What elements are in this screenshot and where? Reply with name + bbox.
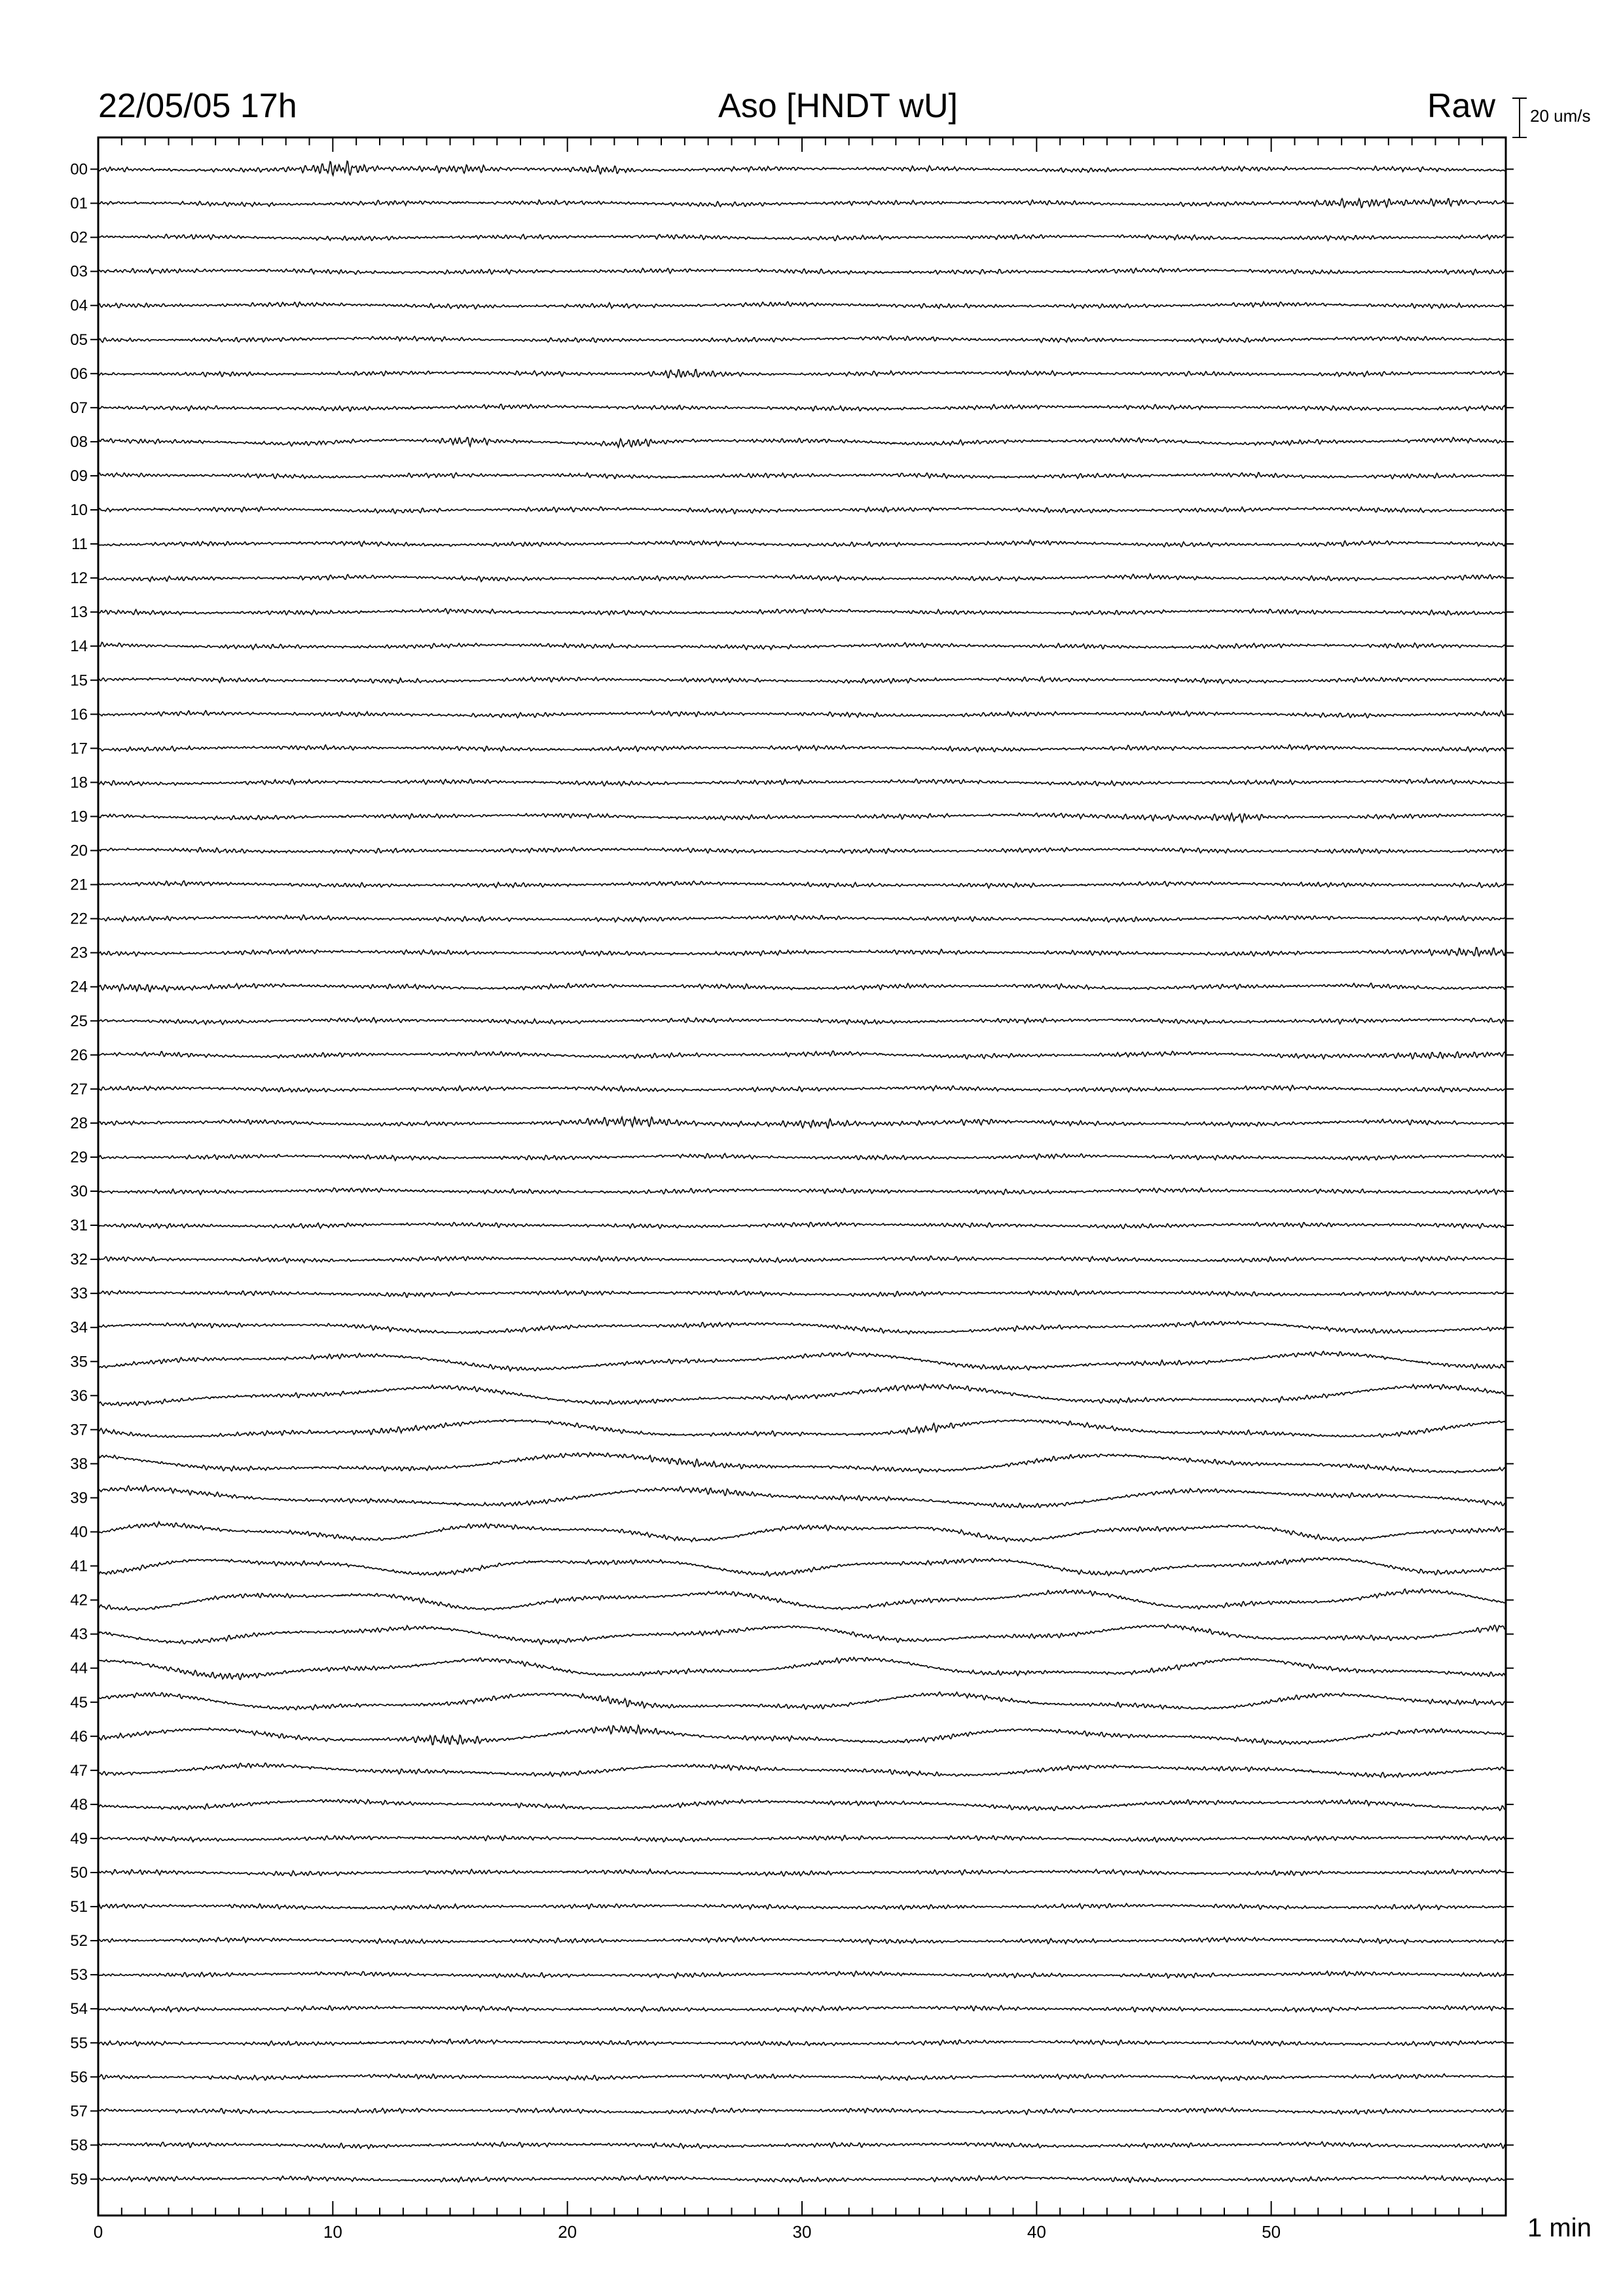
row-label-26: 26 [70,1046,88,1064]
row-label-15: 15 [70,672,88,690]
row-label-group [70,161,88,2189]
trace-49 [98,1835,1506,1842]
trace-00 [98,161,1506,175]
row-label-25: 25 [70,1012,88,1030]
trace-07 [98,404,1506,412]
row-label-32: 32 [70,1251,88,1269]
trace-33 [98,1290,1506,1297]
trace-03 [98,268,1506,275]
trace-41 [98,1558,1506,1576]
trace-12 [98,574,1506,582]
trace-group [98,161,1506,2183]
x-axis-unit-label: 1 min [1527,2214,1592,2242]
trace-02 [98,234,1506,241]
trace-34 [98,1321,1506,1335]
row-label-09: 09 [70,467,88,485]
row-label-56: 56 [70,2068,88,2087]
x-axis [94,137,1506,2242]
trace-16 [98,711,1506,718]
trace-32 [98,1256,1506,1263]
row-label-49: 49 [70,1829,88,1848]
trace-46 [98,1725,1506,1745]
row-label-08: 08 [70,433,88,451]
x-tick-label-10: 10 [323,2222,342,2242]
row-label-38: 38 [70,1455,88,1473]
row-label-30: 30 [70,1183,88,1200]
trace-36 [98,1384,1506,1406]
row-label-29: 29 [70,1148,88,1166]
row-label-55: 55 [70,2034,88,2053]
trace-19 [98,813,1506,822]
row-label-36: 36 [70,1387,88,1405]
trace-09 [98,473,1506,479]
mode-label: Raw [1427,87,1496,125]
trace-40 [98,1522,1506,1541]
x-tick-label-50: 50 [1262,2222,1281,2242]
trace-26 [98,1051,1506,1059]
trace-42 [98,1589,1506,1611]
trace-15 [98,677,1506,684]
row-label-23: 23 [70,944,88,962]
row-label-22: 22 [70,910,88,928]
x-tick-label-20: 20 [558,2222,577,2242]
trace-30 [98,1188,1506,1194]
trace-11 [98,540,1506,547]
trace-53 [98,1971,1506,1979]
trace-51 [98,1903,1506,1910]
trace-58 [98,2142,1506,2149]
row-label-01: 01 [70,194,88,213]
trace-17 [98,745,1506,752]
row-label-18: 18 [70,774,88,792]
row-label-00: 00 [70,160,88,179]
row-label-57: 57 [70,2102,88,2121]
row-label-21: 21 [70,876,88,894]
row-label-20: 20 [70,842,88,860]
row-label-24: 24 [70,978,88,996]
row-label-02: 02 [70,228,88,247]
row-label-39: 39 [70,1489,88,1507]
row-label-35: 35 [70,1353,88,1371]
row-label-14: 14 [70,637,88,656]
station-title: Aso [HNDT wU] [718,87,958,125]
row-label-12: 12 [70,569,88,588]
trace-06 [98,370,1506,378]
trace-50 [98,1869,1506,1876]
trace-21 [98,881,1506,888]
trace-28 [98,1117,1506,1128]
trace-04 [98,302,1506,309]
trace-01 [98,199,1506,208]
trace-37 [98,1420,1506,1437]
trace-10 [98,507,1506,514]
row-label-13: 13 [70,603,88,622]
row-label-04: 04 [70,296,88,315]
trace-29 [98,1153,1506,1160]
row-label-06: 06 [70,365,88,383]
trace-57 [98,2108,1506,2115]
row-label-54: 54 [70,2000,88,2018]
row-label-43: 43 [70,1625,88,1643]
row-label-27: 27 [70,1080,88,1098]
row-label-50: 50 [70,1864,88,1882]
x-tick-label-0: 0 [93,2222,103,2242]
row-label-47: 47 [70,1761,88,1780]
row-label-07: 07 [70,399,88,417]
trace-45 [98,1692,1506,1710]
row-label-31: 31 [70,1217,88,1235]
x-tick-label-40: 40 [1027,2222,1046,2242]
row-label-52: 52 [70,1932,88,1950]
trace-08 [98,437,1506,447]
trace-05 [98,336,1506,342]
trace-52 [98,1937,1506,1944]
scale-label: 20 um/s [1530,106,1591,126]
row-label-37: 37 [70,1421,88,1439]
row-label-53: 53 [70,1966,88,1984]
row-label-11: 11 [71,535,88,554]
row-label-10: 10 [70,501,88,519]
trace-13 [98,609,1506,615]
trace-24 [98,983,1506,992]
trace-54 [98,2005,1506,2012]
row-label-48: 48 [70,1795,88,1814]
row-label-59: 59 [70,2170,88,2189]
trace-22 [98,915,1506,922]
trace-55 [98,2039,1506,2046]
row-label-34: 34 [70,1319,88,1337]
trace-59 [98,2176,1506,2183]
scale-bar [1512,98,1527,137]
trace-44 [98,1657,1506,1679]
row-label-17: 17 [70,740,88,758]
date-hour-label: 22/05/05 17h [98,87,297,125]
trace-25 [98,1018,1506,1025]
row-label-42: 42 [70,1591,88,1609]
trace-38 [98,1452,1506,1473]
row-label-16: 16 [70,706,88,724]
row-label-05: 05 [70,331,88,349]
trace-39 [98,1486,1506,1508]
row-label-51: 51 [70,1898,88,1916]
row-label-19: 19 [70,808,88,826]
x-tick-label-30: 30 [792,2222,812,2242]
plot-frame [98,137,1506,2215]
row-tick-group [90,170,1514,2179]
row-label-44: 44 [70,1659,88,1677]
row-label-58: 58 [70,2136,88,2155]
row-label-03: 03 [70,262,88,281]
trace-20 [98,848,1506,854]
trace-27 [98,1085,1506,1092]
trace-23 [98,948,1506,956]
trace-56 [98,2074,1506,2081]
row-label-33: 33 [70,1285,88,1303]
row-label-46: 46 [70,1727,88,1746]
trace-48 [98,1800,1506,1811]
trace-18 [98,779,1506,786]
trace-35 [98,1352,1506,1371]
trace-14 [98,642,1506,649]
row-label-41: 41 [70,1557,88,1575]
trace-31 [98,1223,1506,1229]
trace-43 [98,1624,1506,1645]
row-label-40: 40 [70,1523,88,1541]
row-label-28: 28 [70,1114,88,1132]
trace-47 [98,1763,1506,1778]
row-label-45: 45 [70,1693,88,1712]
